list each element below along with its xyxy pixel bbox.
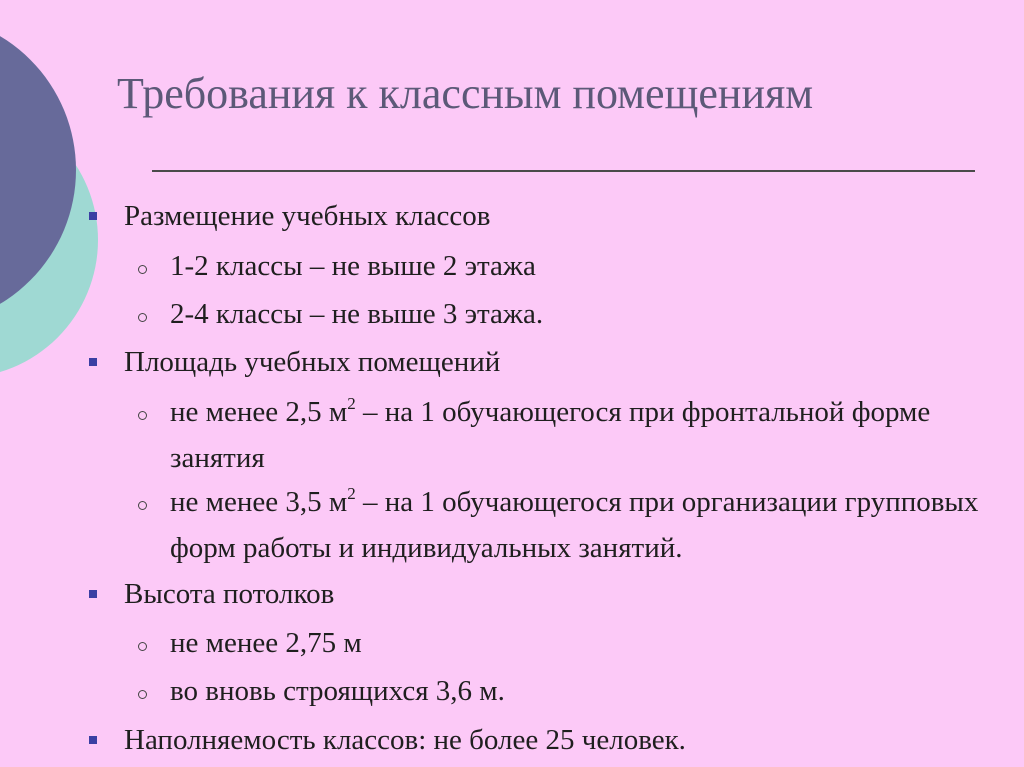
square-bullet-icon — [89, 358, 97, 366]
item-text: не менее 2,5 $м^2$ – на 1 обучающегося при фронтальной форме занятия — [170, 394, 931, 474]
circle-bullet-icon — [138, 313, 147, 322]
item-text: не менее 3,5 $м^2$ – на 1 обучающегося при организации групповых форм работы и индивидуальных занятий. — [170, 484, 979, 564]
item-text: 2-4 классы – не выше 3 этажа. — [170, 298, 544, 330]
circle-bullet-icon — [138, 265, 147, 274]
circle-bullet-icon — [138, 642, 147, 651]
square-bullet-icon — [89, 736, 97, 744]
item-text: 1-2 классы – не выше 2 этажа — [170, 250, 536, 282]
circle-bullet-icon — [138, 411, 147, 420]
item-text: не менее 2,75 м — [170, 627, 362, 659]
square-bullet-icon — [89, 590, 97, 598]
square-bullet-icon — [89, 212, 97, 220]
slide-title: Требования к классным помещениям — [117, 69, 814, 118]
circle-bullet-icon — [138, 690, 147, 699]
section-label: Размещение учебных классов — [124, 200, 491, 232]
section-label: Площадь учебных помещений — [124, 346, 501, 378]
section-label: Наполняемость классов: не более 25 человек. — [124, 724, 686, 756]
item-text: во вновь строящихся 3,6 м. — [170, 675, 505, 707]
circle-bullet-icon — [138, 501, 147, 510]
section-label: Высота потолков — [124, 578, 335, 610]
